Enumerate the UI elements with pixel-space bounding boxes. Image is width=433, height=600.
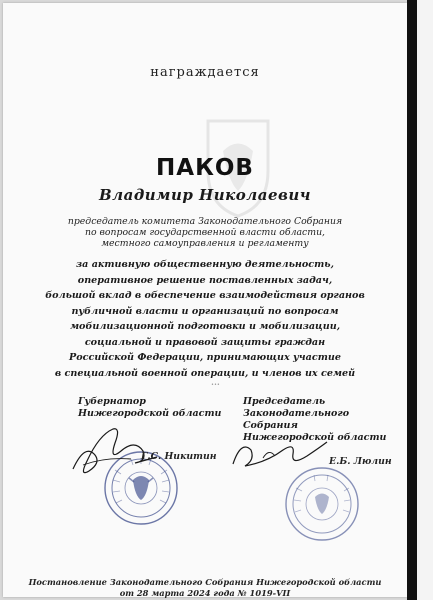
award-reason	[3, 257, 407, 381]
reason-line: социальной и правовой защиты граждан	[84, 336, 326, 348]
governor-title-line: Нижегородской области	[78, 408, 222, 419]
reason-line: мобилизационной подготовки и мобилизации,	[69, 321, 341, 332]
position-line: по вопросам государственной власти области,	[84, 227, 326, 238]
recipient-surname: ПАКОВ	[156, 155, 254, 181]
position-line: председатель комитета Законодательного Собрания	[67, 216, 343, 227]
reason-line: оперативное решение поставленных задач,	[77, 274, 333, 286]
recipient-position	[3, 216, 407, 249]
reason-line: большой вклад в обеспечение взаимодействия органов	[45, 290, 365, 301]
scan-edge-bar	[407, 0, 417, 600]
chairman-name: Е.Б. Люлин	[329, 456, 392, 467]
reason-line: за активную общественную деятельность,	[76, 259, 334, 270]
recipient-given-name: Владимир Николаевич	[98, 186, 312, 204]
chairman-signature	[223, 420, 333, 480]
chairman-title-line: Законодательного Собрания	[243, 408, 350, 431]
governor-title-line: Губернатор	[78, 396, 146, 407]
awarded-heading: награждается	[150, 65, 260, 80]
scan-margin	[417, 0, 433, 600]
small-scan-mark: •••	[211, 382, 220, 388]
governor-name: Г.С. Никитин	[141, 451, 217, 462]
governor-title	[78, 396, 221, 420]
resolution-footer	[3, 577, 407, 599]
chairman-title-line: Нижегородской области	[243, 432, 387, 443]
reason-line: публичной власти и организаций по вопросам	[71, 305, 339, 317]
footer-line: от 28 марта 2024 года № 1019-VII	[119, 588, 291, 598]
position-line: местного самоуправления и регламенту	[101, 238, 309, 249]
chairman-title-line: Председатель	[243, 396, 326, 407]
reason-line: Российской Федерации, принимающих участие	[69, 352, 341, 363]
footer-line: Постановление Законодательного Собрания Нижегородской области	[28, 577, 382, 587]
certificate-sheet	[3, 3, 407, 597]
reason-line: в специальной военной операции, и членов их семей	[54, 367, 356, 379]
